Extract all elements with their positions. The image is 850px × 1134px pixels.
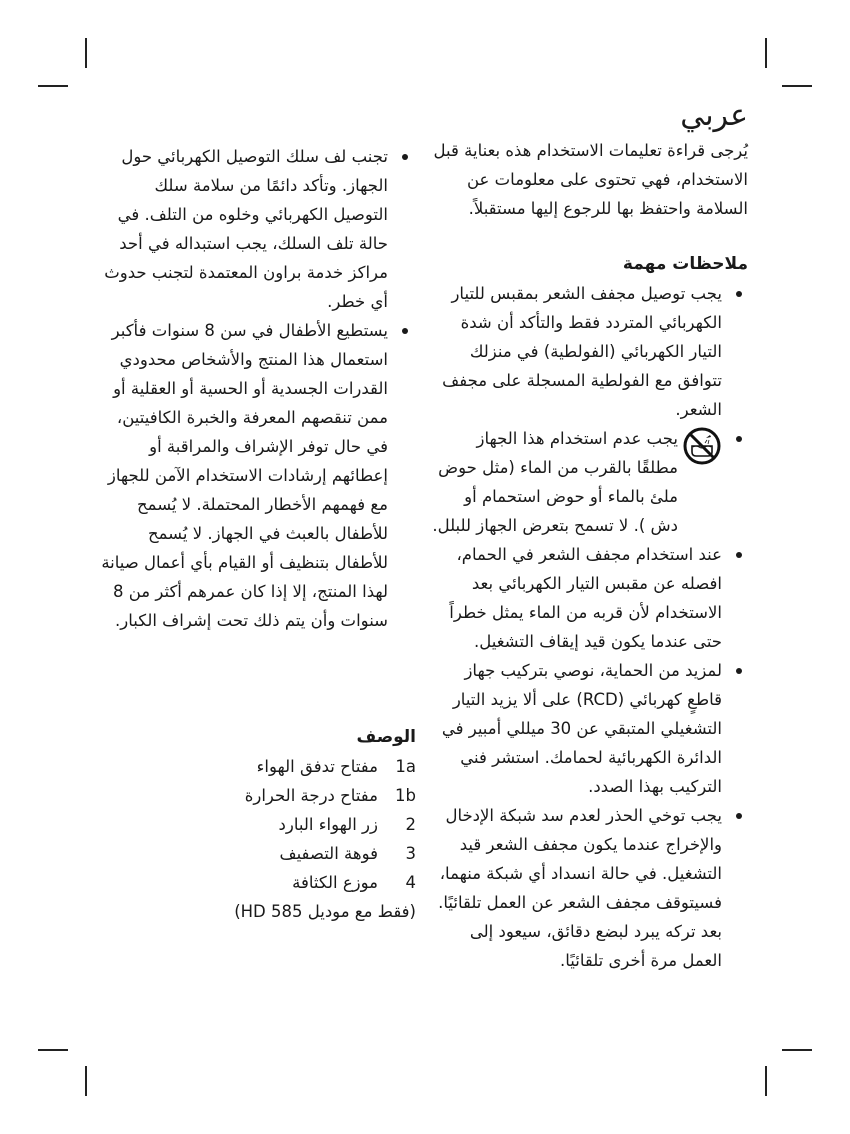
- description-section: [180, 722, 416, 926]
- item-number: 4: [405, 873, 416, 892]
- list-item: عند استخدام مجفف الشعر في الحمام، افصله عن مقبس التيار الكهربائي بعد الاستخدام لأن قربه من الماء يمثل خطراً حتى عندما يكون قيد إيقاف التشغيل.: [432, 540, 748, 656]
- intro-paragraph: يُرجى قراءة تعليمات الاستخدام هذه بعناية قبل الاستخدام، فهي تحتوى على معلومات عن السلامة واحتفظ بها للرجوع إليها مستقبلاً.: [433, 141, 748, 218]
- bullet-icon: [736, 436, 742, 442]
- crop-mark: [85, 38, 87, 68]
- item-number: 1b: [395, 786, 416, 805]
- item-label: موزع الكثافة: [292, 873, 378, 892]
- no-water-bathtub-icon: [682, 426, 722, 466]
- item-number: 1a: [395, 757, 416, 776]
- bullet-icon: [736, 668, 742, 674]
- description-item: [180, 752, 416, 781]
- crop-mark: [765, 38, 767, 68]
- list-item: لمزيد من الحماية، نوصي بتركيب جهاز قاطعٍ كهربائي (RCD) على ألا يزيد التيار التشغيلي المتبقي عن 30 ميللي أمبير في الدائرة الكهربائية لحمامك. استشر فني التركيب بهذا الصدد.: [432, 656, 748, 801]
- list-item: يجب توخي الحذر لعدم سد شبكة الإدخال والإخراج عندما يكون مجفف الشعر قيد التشغيل. في حالة انسداد أي شبكة منهما، فسيتوقف مجفف الشعر عن العمل تلقائيًا. بعد تركه يبرد لبضع دقائق، سيعود إلى العمل مرة أخرى تلقائيًا.: [432, 801, 748, 975]
- bullet-icon: [736, 552, 742, 558]
- safety-list-continued: [96, 142, 414, 635]
- item-label: فوهة التصفيف: [279, 844, 378, 863]
- bullet-icon: [402, 154, 408, 160]
- description-item: [180, 810, 416, 839]
- description-item: [180, 868, 416, 897]
- bullet-icon: [402, 328, 408, 334]
- crop-mark: [85, 1066, 87, 1096]
- description-heading: الوصف: [356, 727, 416, 747]
- bullet-icon: [736, 291, 742, 297]
- crop-mark: [765, 1066, 767, 1096]
- item-number: 2: [405, 815, 416, 834]
- crop-mark: [38, 1049, 68, 1051]
- right-column: [432, 96, 748, 975]
- item-label: مفتاح درجة الحرارة: [244, 786, 378, 805]
- crop-mark: [782, 85, 812, 87]
- important-notes-heading: ملاحظات مهمة: [622, 254, 748, 274]
- crop-mark: [38, 85, 68, 87]
- important-notes-list: [432, 279, 748, 975]
- item-label: زر الهواء البارد: [278, 815, 378, 834]
- item-label: مفتاح تدفق الهواء: [256, 757, 378, 776]
- list-item: يجب عدم استخدام هذا الجهاز مطلقًا بالقرب من الماء (مثل حوض ملئ بالماء أو حوض استحمام أو دش ). لا تسمح بتعرض الجهاز للبلل.: [432, 424, 748, 540]
- list-item: تجنب لف سلك التوصيل الكهربائي حول الجهاز. وتأكد دائمًا من سلامة سلك التوصيل الكهربائي وخلوه من التلف. في حالة تلف السلك، يجب استبداله في أحد مراكز خدمة براون المعتمدة لتجنب حدوث أي خطر.: [96, 142, 414, 316]
- list-item: يستطيع الأطفال في سن 8 سنوات فأكبر استعمال هذا المنتج والأشخاص محدودي القدرات الجسدية أو الحسية أو العقلية أو ممن تنقصهم المعرفة والخبرة الكافيتين، في حال توفر الإشراف والمراقبة أو إعطائهم إرشادات الاستخدام الآمن للجهاز مع فهمهم الأخطار المحتملة. لا يُسمح للأطفال بالعبث في الجهاز. لا يُسمح للأطفال بتنظيف أو القيام بأي أعمال صيانة لهذا المنتج، إلا إذا كان عمرهم أكثر من 8 سنوات وأن يتم ذلك تحت إشراف الكبار.: [96, 316, 414, 635]
- item-number: 3: [405, 844, 416, 863]
- bullet-icon: [736, 813, 742, 819]
- crop-mark: [782, 1049, 812, 1051]
- description-item: [180, 839, 416, 868]
- list-item: يجب توصيل مجفف الشعر بمقبس للتيار الكهربائي المتردد فقط والتأكد أن شدة التيار الكهربائي (الفولطية) في منزلك تتوافق مع الفولطية المسجلة على مجفف الشعر.: [432, 279, 748, 424]
- description-item: [180, 781, 416, 810]
- left-column: [96, 142, 414, 635]
- model-note: (فقط مع موديل HD 585): [234, 902, 416, 921]
- page-title: عربي: [680, 98, 748, 133]
